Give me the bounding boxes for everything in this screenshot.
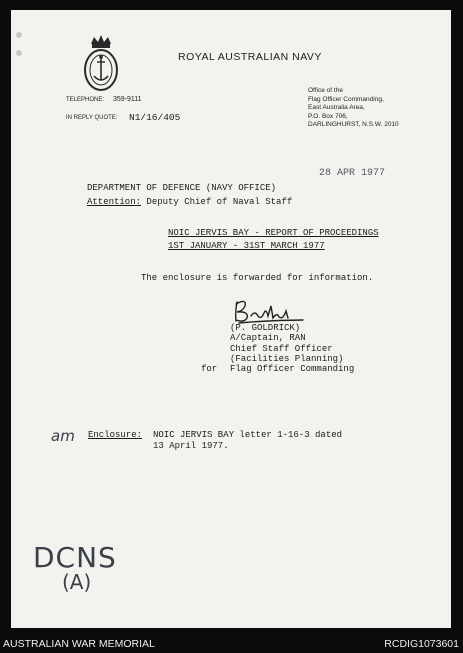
archive-footer xyxy=(0,630,463,653)
signatory-block xyxy=(230,323,343,364)
telephone-number: 359-9111 xyxy=(113,96,142,103)
for-text: Flag Officer Commanding xyxy=(230,364,355,374)
enclosure-line-2: 13 April 1977. xyxy=(153,441,229,451)
body-text: The enclosure is forwarded for information. xyxy=(141,273,374,283)
date-stamp: 28 APR 1977 xyxy=(319,168,386,179)
archive-record-id: RCDIG1073601 xyxy=(384,638,459,650)
signatory-title: Chief Staff Officer xyxy=(230,343,333,354)
signatory-department: (Facilities Planning) xyxy=(230,353,344,364)
document-page xyxy=(11,10,451,628)
signature xyxy=(231,296,306,326)
signatory-rank: A/Captain, RAN xyxy=(230,333,306,344)
telephone-label: TELEPHONE: xyxy=(66,97,105,103)
office-address-line: DARLINGHURST, N.S.W. 2010 xyxy=(308,121,399,129)
addressee-department: DEPARTMENT OF DEFENCE (NAVY OFFICE) xyxy=(87,183,277,193)
office-address-line: Flag Officer Commanding, xyxy=(308,95,384,103)
punch-hole xyxy=(16,50,22,56)
reply-quote-label: IN REPLY QUOTE: xyxy=(66,115,118,121)
handwritten-dcns-suffix: (A) xyxy=(62,570,92,594)
office-address-line: Office of the xyxy=(308,87,343,94)
organisation-title: ROYAL AUSTRALIAN NAVY xyxy=(178,51,322,63)
navy-crest-icon xyxy=(82,34,120,92)
enclosure-label: Enclosure: xyxy=(88,430,143,440)
attention-label: Attention: xyxy=(87,197,142,207)
addressee-attention xyxy=(87,197,292,207)
office-address xyxy=(308,87,399,130)
signatory-name: (P. GOLDRICK) xyxy=(230,323,301,333)
handwritten-initials: am xyxy=(51,427,75,445)
handwritten-dcns: DCNS xyxy=(33,541,117,574)
attention-value: Deputy Chief of Naval Staff xyxy=(146,197,293,207)
punch-hole xyxy=(16,32,22,38)
reply-quote-reference: N1/16/405 xyxy=(129,112,181,123)
office-address-line: East Australia Area, xyxy=(308,104,365,112)
subject-line-2: 1ST JANUARY - 31ST MARCH 1977 xyxy=(168,241,325,251)
subject-line-1: NOIC JERVIS BAY - REPORT OF PROCEEDINGS xyxy=(168,228,379,238)
archive-name: AUSTRALIAN WAR MEMORIAL xyxy=(3,638,155,650)
enclosure-line-1: NOIC JERVIS BAY letter 1-16-3 dated xyxy=(153,430,343,440)
for-word: for xyxy=(201,364,218,374)
office-address-line: P.O. Box 706, xyxy=(308,112,348,120)
